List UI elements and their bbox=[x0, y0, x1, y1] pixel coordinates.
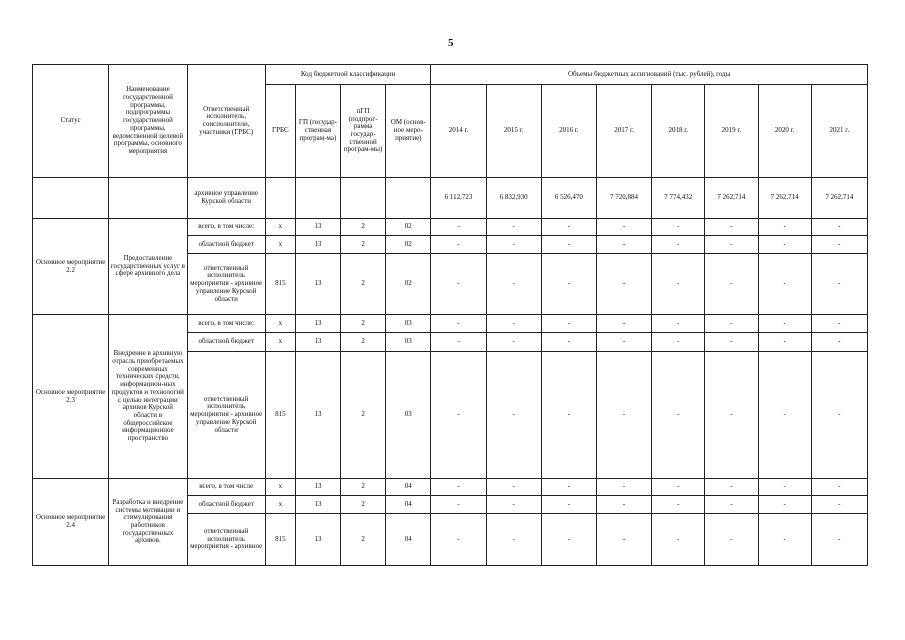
status-cell: Основное мероприятие 2.2 bbox=[33, 219, 109, 315]
om-cell: 03 bbox=[386, 352, 431, 479]
gp-cell: 13 bbox=[295, 514, 340, 566]
value-cell: - bbox=[758, 219, 811, 236]
header-year-2020: 2020 г. bbox=[758, 84, 811, 177]
grbs-cell: x bbox=[265, 479, 295, 496]
value-cell: - bbox=[596, 236, 651, 254]
value-cell: - bbox=[652, 254, 705, 315]
grbs-cell: x bbox=[265, 236, 295, 254]
value-cell: - bbox=[431, 496, 486, 514]
value-2017: 7 720,884 bbox=[596, 178, 651, 219]
om-cell: 04 bbox=[386, 479, 431, 496]
grbs-cell: x bbox=[265, 315, 295, 333]
value-cell: - bbox=[486, 254, 541, 315]
value-cell: - bbox=[758, 333, 811, 352]
pgp-cell: 2 bbox=[341, 236, 386, 254]
gp-cell: 13 bbox=[295, 479, 340, 496]
grbs-cell: 815 bbox=[265, 514, 295, 566]
value-2016: 6 526,470 bbox=[541, 178, 596, 219]
value-cell: - bbox=[431, 236, 486, 254]
om-cell: 02 bbox=[386, 219, 431, 236]
header-om: ОМ (основ-ное меро-приятие) bbox=[386, 84, 431, 177]
value-cell: - bbox=[486, 236, 541, 254]
value-cell: - bbox=[811, 352, 867, 479]
value-cell: - bbox=[541, 236, 596, 254]
header-budget-code: Код бюджетной классификации bbox=[265, 65, 431, 85]
value-cell: - bbox=[652, 333, 705, 352]
value-cell: - bbox=[758, 315, 811, 333]
gp-cell: 13 bbox=[295, 315, 340, 333]
pgp-cell: 2 bbox=[341, 352, 386, 479]
value-cell: - bbox=[652, 514, 705, 566]
value-cell: - bbox=[652, 352, 705, 479]
value-cell: - bbox=[486, 219, 541, 236]
value-cell: - bbox=[596, 352, 651, 479]
value-cell: - bbox=[811, 333, 867, 352]
value-cell: - bbox=[705, 219, 758, 236]
header-year-2015: 2015 г. bbox=[486, 84, 541, 177]
grbs-cell: x bbox=[265, 333, 295, 352]
header-responsible: Ответственный исполнитель, соисполнители, участники (ГРБС) bbox=[187, 65, 265, 178]
table-row bbox=[33, 315, 868, 333]
value-cell: - bbox=[541, 496, 596, 514]
value-cell: - bbox=[758, 496, 811, 514]
value-cell: - bbox=[431, 254, 486, 315]
gp-cell: 13 bbox=[295, 254, 340, 315]
table-row-archive-total bbox=[33, 178, 868, 219]
pgp-cell: 2 bbox=[341, 254, 386, 315]
responsible-cell: областной бюджет bbox=[187, 496, 265, 514]
grbs-cell: x bbox=[265, 496, 295, 514]
value-cell: - bbox=[758, 479, 811, 496]
value-cell: - bbox=[811, 236, 867, 254]
value-cell: - bbox=[431, 514, 486, 566]
value-cell: - bbox=[431, 333, 486, 352]
value-cell: - bbox=[486, 315, 541, 333]
value-cell: - bbox=[705, 236, 758, 254]
responsible-cell: ответственный исполнитель мероприятия - архивное управление Курской области bbox=[187, 254, 265, 315]
value-cell: - bbox=[758, 514, 811, 566]
om-cell: 04 bbox=[386, 496, 431, 514]
value-2018: 7 774,432 bbox=[652, 178, 705, 219]
value-cell: - bbox=[431, 315, 486, 333]
value-cell: - bbox=[652, 236, 705, 254]
value-cell: - bbox=[705, 479, 758, 496]
value-cell: - bbox=[758, 254, 811, 315]
value-cell: - bbox=[705, 352, 758, 479]
pgp-cell: 2 bbox=[341, 479, 386, 496]
responsible-cell: областной бюджет bbox=[187, 333, 265, 352]
status-cell: Основное мероприятие 2.4 bbox=[33, 479, 109, 566]
header-budget-volume: Объемы бюджетных ассигнований (тыс. рублей), годы bbox=[431, 65, 868, 85]
value-cell: - bbox=[705, 333, 758, 352]
value-cell: - bbox=[811, 496, 867, 514]
om-cell: 02 bbox=[386, 254, 431, 315]
name-cell: Разработка и внедрение системы мотивации и стимулирования работников государственных архивов. bbox=[109, 479, 187, 566]
responsible-cell: всего, в том числе bbox=[187, 479, 265, 496]
value-cell: - bbox=[811, 514, 867, 566]
value-cell: - bbox=[486, 514, 541, 566]
value-2015: 6 832,930 bbox=[486, 178, 541, 219]
value-cell: - bbox=[596, 496, 651, 514]
value-cell: - bbox=[596, 479, 651, 496]
value-cell: - bbox=[811, 479, 867, 496]
gp-cell: 13 bbox=[295, 352, 340, 479]
value-cell: - bbox=[705, 315, 758, 333]
value-cell: - bbox=[652, 496, 705, 514]
value-2021: 7 262,714 bbox=[811, 178, 867, 219]
header-year-2018: 2018 г. bbox=[652, 84, 705, 177]
measure-rows bbox=[33, 219, 868, 566]
value-cell: - bbox=[541, 219, 596, 236]
value-cell: - bbox=[811, 219, 867, 236]
value-cell: - bbox=[541, 254, 596, 315]
value-cell: - bbox=[758, 236, 811, 254]
name-cell: Предоставление государственных услуг в сфере архивного дела bbox=[109, 219, 187, 315]
header-gp: ГП (государ-ственная програм-ма) bbox=[295, 84, 340, 177]
header-year-2021: 2021 г. bbox=[811, 84, 867, 177]
grbs-cell: 815 bbox=[265, 352, 295, 479]
responsible-cell: ответственный исполнитель мероприятия - архивное управление Курской области bbox=[187, 352, 265, 479]
value-cell: - bbox=[652, 315, 705, 333]
gp-cell: 13 bbox=[295, 236, 340, 254]
responsible-cell: всего, в том числе: bbox=[187, 219, 265, 236]
responsible-cell: ответственный исполнитель мероприятия - архивное bbox=[187, 514, 265, 566]
value-cell: - bbox=[541, 479, 596, 496]
om-cell: 04 bbox=[386, 514, 431, 566]
grbs-cell: 815 bbox=[265, 254, 295, 315]
header-year-2016: 2016 г. bbox=[541, 84, 596, 177]
grbs-cell: x bbox=[265, 219, 295, 236]
value-cell: - bbox=[541, 514, 596, 566]
value-cell: - bbox=[811, 315, 867, 333]
value-cell: - bbox=[811, 254, 867, 315]
value-cell: - bbox=[596, 315, 651, 333]
responsible-cell: областной бюджет bbox=[187, 236, 265, 254]
value-cell: - bbox=[541, 333, 596, 352]
value-cell: - bbox=[431, 219, 486, 236]
header-name: Наименование государственной программы, подпрограммы государственной программы, ведомственной целевой программы, основного мероприятия bbox=[109, 65, 187, 178]
value-cell: - bbox=[596, 219, 651, 236]
value-2020: 7 262,714 bbox=[758, 178, 811, 219]
value-cell: - bbox=[541, 352, 596, 479]
header-grbs: ГРБС bbox=[265, 84, 295, 177]
status-cell: Основное мероприятие 2.3 bbox=[33, 315, 109, 479]
gp-cell: 13 bbox=[295, 219, 340, 236]
gp-cell: 13 bbox=[295, 333, 340, 352]
om-cell: 02 bbox=[386, 236, 431, 254]
value-cell: - bbox=[596, 514, 651, 566]
header-year-2017: 2017 г. bbox=[596, 84, 651, 177]
header-year-2019: 2019 г. bbox=[705, 84, 758, 177]
value-cell: - bbox=[431, 352, 486, 479]
header-pgp: пГП (подпрог-рамма государ-ственной програм-мы) bbox=[341, 84, 386, 177]
om-cell: 03 bbox=[386, 333, 431, 352]
value-cell: - bbox=[652, 479, 705, 496]
value-cell: - bbox=[541, 315, 596, 333]
name-cell: Внедрение в архивную отрасль приобретаемых современных технических средств, информацион-ных продуктов и технологий с целью интеграции архивов Курской области в общероссийское информационное пространство bbox=[109, 315, 187, 479]
value-cell: - bbox=[705, 496, 758, 514]
value-cell: - bbox=[596, 333, 651, 352]
value-cell: - bbox=[486, 479, 541, 496]
value-cell: - bbox=[705, 254, 758, 315]
responsible-cell: всего, в том числе: bbox=[187, 315, 265, 333]
budget-allocation-table bbox=[32, 64, 868, 566]
value-cell: - bbox=[652, 219, 705, 236]
header-year-2014: 2014 г. bbox=[431, 84, 486, 177]
pgp-cell: 2 bbox=[341, 333, 386, 352]
table-row bbox=[33, 219, 868, 236]
gp-cell: 13 bbox=[295, 496, 340, 514]
value-cell: - bbox=[596, 254, 651, 315]
page-number: 5 bbox=[448, 37, 454, 49]
value-cell: - bbox=[758, 352, 811, 479]
value-cell: - bbox=[486, 352, 541, 479]
value-cell: - bbox=[486, 496, 541, 514]
value-cell: - bbox=[705, 514, 758, 566]
om-cell: 03 bbox=[386, 315, 431, 333]
header-status: Статус bbox=[33, 65, 109, 178]
value-cell: - bbox=[486, 333, 541, 352]
value-2014: 6 112,723 bbox=[431, 178, 486, 219]
pgp-cell: 2 bbox=[341, 496, 386, 514]
table-row bbox=[33, 479, 868, 496]
pgp-cell: 2 bbox=[341, 315, 386, 333]
responsible-cell: архивное управление Курской области bbox=[187, 178, 265, 219]
pgp-cell: 2 bbox=[341, 219, 386, 236]
value-2019: 7 262,714 bbox=[705, 178, 758, 219]
value-cell: - bbox=[431, 479, 486, 496]
pgp-cell: 2 bbox=[341, 514, 386, 566]
